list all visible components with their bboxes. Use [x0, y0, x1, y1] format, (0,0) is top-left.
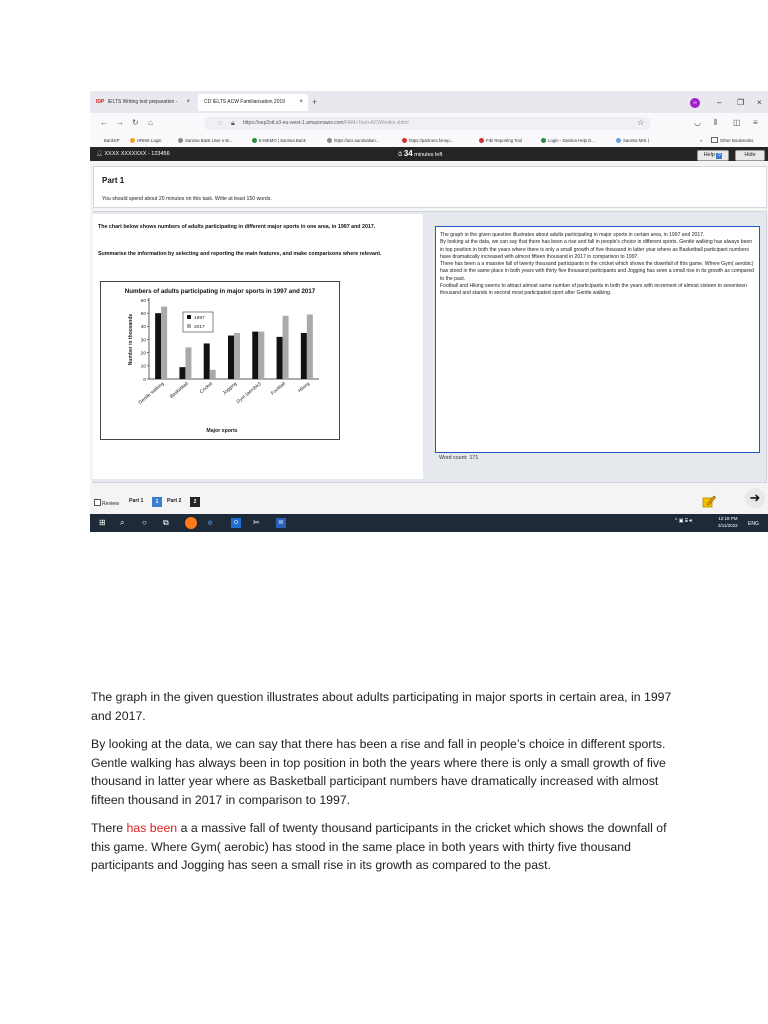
part1-nav-label[interactable]: Part 1 [129, 498, 144, 504]
x-tick-label: Basketball [169, 381, 190, 400]
close-window-button[interactable]: × [757, 98, 762, 107]
bar-1997-4 [228, 336, 234, 379]
outlook-icon[interactable]: O [231, 518, 241, 528]
chart-container [100, 281, 340, 440]
bookmark-item[interactable]: HRMS Login [130, 134, 161, 147]
bookmark-item[interactable]: https://partners.fonep... [402, 134, 453, 147]
bar-2017-4 [234, 333, 240, 379]
library-icon[interactable]: ⫴ [714, 118, 718, 127]
bookmarks-bar [90, 134, 768, 147]
y-tick-label: 30 [140, 338, 146, 344]
bookmark-item[interactable]: BankXP [104, 138, 120, 143]
help-button[interactable]: Help ? [697, 150, 729, 161]
idp-badge: IDP [96, 99, 105, 105]
clock-icon: ⏰︎ [398, 152, 404, 158]
windows-taskbar [90, 514, 768, 532]
tab-label: CD IELTS ACW Familiarisation 2019 [204, 99, 286, 105]
chart-title: Numbers of adults participating in major sports in 1997 and 2017 [124, 288, 316, 295]
y-tick-label: 60 [140, 298, 146, 304]
browser-tab-bar [90, 91, 768, 113]
x-axis-label: Major sports [206, 428, 238, 434]
bookmark-item[interactable]: E-MEMO | Sanima Bank [252, 134, 306, 147]
help-icon: ? [718, 153, 721, 159]
bar-2017-3 [210, 370, 216, 379]
shield-icon[interactable]: ◌ [218, 120, 223, 127]
answer-textarea[interactable] [435, 226, 760, 453]
part1-nav-button[interactable]: 1 [152, 497, 162, 507]
legend-label: 1997 [194, 316, 205, 321]
firefox-icon[interactable] [185, 517, 197, 529]
firefox-account-icon[interactable]: ∞ [690, 98, 700, 108]
hide-button[interactable]: Hide [735, 150, 765, 161]
bar-2017-2 [185, 347, 191, 379]
part-title: Part 1 [102, 176, 125, 185]
other-bookmarks[interactable]: Other Bookmarks [711, 134, 753, 147]
exam-header [90, 147, 768, 161]
windows-start-icon[interactable]: ⊞ [99, 518, 106, 527]
time-left: ⏰︎ 34 minutes left [398, 149, 443, 158]
screenshot [90, 91, 768, 532]
browser-nav-bar [90, 113, 768, 134]
close-icon[interactable]: × [186, 99, 190, 105]
new-tab-button[interactable]: + [312, 97, 318, 107]
bar-2017-1 [161, 307, 167, 379]
url-text: https://oep2stt.s3-eu-west-1.amazonaws.com/FAM+Test+ACW/index.xhtml [243, 120, 409, 126]
bookmark-item[interactable]: Sanima MIS | [616, 134, 649, 147]
x-tick-label: Football [270, 381, 287, 397]
pocket-icon[interactable]: ◡ [694, 118, 701, 127]
answer-text [440, 232, 755, 298]
part2-nav-button[interactable]: 2 [190, 497, 200, 507]
minimize-button[interactable]: – [717, 98, 722, 107]
y-tick-label: 40 [140, 325, 146, 331]
user-icon: 👤︎ [96, 151, 105, 157]
internet-explorer-icon[interactable]: e [208, 518, 213, 527]
answer-paragraph: By looking at the data, we can say that there has been a rise and fall in people's choice in different sports. Gentle walking has always been in top position in both the years where there is only a small growth of five thousand in latter year where as Basketball participant numbers have dramatically increased with almost fifteen thousand in 2017 in comparison to 1997. [440, 239, 753, 260]
bar-1997-3 [204, 343, 210, 379]
y-axis-label: Number in thousands [128, 313, 134, 366]
bar-1997-1 [155, 313, 161, 379]
bookmark-star-icon[interactable]: ☆ [637, 118, 645, 127]
reload-icon[interactable]: ↻ [132, 118, 139, 127]
y-tick-label: 20 [140, 351, 146, 357]
notepad-pencil-icon[interactable] [702, 494, 716, 508]
y-tick-label: 50 [140, 311, 146, 317]
answer-paragraph: Football and Hiking seems to attract almost same number of participants in both the years with increment of almost sixteen to seventeen thousand and stands in second most participated sport after Gentle walking. [440, 283, 747, 297]
sidebar-icon[interactable]: ◫ [733, 118, 741, 127]
essay-document [91, 688, 681, 885]
bar-1997-7 [301, 333, 307, 379]
snipping-tool-icon[interactable]: ✂︎ [253, 518, 260, 527]
answer-paragraph: The graph in the given question illustrates about adults participating in major sports in certain area, in 1997 and 2017. [440, 232, 705, 238]
essay-paragraph: There has been a a massive fall of twenty thousand participants in the cricket which shows the downfall of this game. Where Gym( aerobic) has stood in the same place in both years with thirty five thousand participants and Jogging has seen a small rise in its growth as compared to the past. [91, 821, 667, 872]
part2-nav-label[interactable]: Part 2 [167, 498, 182, 504]
close-icon[interactable]: × [299, 99, 303, 105]
taskbar-clock[interactable]: 12:18 PM 3/11/2022 [718, 516, 738, 528]
y-tick-label: 10 [140, 364, 146, 370]
candidate-info: 👤︎ XXXX XXXXXXX - 123456 [96, 151, 170, 157]
legend-swatch [187, 315, 191, 319]
word-icon[interactable]: W [276, 518, 286, 528]
bookmarks-overflow[interactable]: » [700, 138, 703, 143]
task-summary-instruction: Summarise the information by selecting and reporting the main features, and make comparisons where relevant. [98, 251, 382, 257]
bar-2017-6 [283, 316, 289, 379]
bar-1997-6 [277, 337, 283, 379]
bar-1997-2 [179, 367, 185, 379]
essay-paragraph: The graph in the given question illustrates about adults participating in major sports in certain area, in 1997 and 2017. [91, 690, 672, 723]
bar-2017-7 [307, 314, 313, 379]
forward-arrow-icon[interactable]: → [116, 118, 124, 127]
y-tick-label: 0 [143, 377, 146, 383]
taskbar-language[interactable]: ENG [748, 521, 759, 527]
x-tick-label: Gentle walking [138, 381, 166, 406]
lock-icon[interactable]: 🔒︎ [231, 120, 235, 127]
part-instruction: You should spend about 20 minutes on this task. Write at least 150 words. [102, 196, 272, 202]
bookmark-item[interactable]: Sanima Bank User e-B... [178, 134, 232, 147]
tab-ielts-writing[interactable] [90, 94, 195, 111]
cortana-icon[interactable]: ○ [142, 518, 147, 527]
task-prompt: The chart below shows numbers of adults participating in different major sports in one area, in 1997 and 2017. [98, 224, 376, 230]
tab-cd-ielts[interactable] [198, 94, 308, 111]
task-view-icon[interactable]: ⧉ [163, 518, 169, 527]
search-icon[interactable]: ⌕ [120, 518, 125, 527]
legend-swatch [187, 324, 191, 328]
bar-2017-5 [258, 332, 264, 379]
essay-paragraph: By looking at the data, we can say that there has been a rise and fall in people’s choice in different sports. Gentle walking has always been in top position in both the years where there is only a small growth of five thousand in latter year where as Basketball participant numbers have dramatically increased with almost fifteen thousand in 2017 in comparison to 1997. [91, 737, 666, 807]
x-tick-label: Hiking [297, 381, 312, 395]
back-arrow-icon[interactable]: ← [100, 118, 108, 127]
x-tick-label: Cricket [199, 381, 214, 396]
essay-highlight: has been [126, 821, 178, 835]
bar-chart [101, 282, 339, 439]
word-count: Word count: 171 [439, 455, 479, 461]
system-tray[interactable]: ^ ▣ ⌸ 🔊︎ [675, 518, 693, 524]
answer-paragraph: There has been a a massive fall of twenty thousand participants in the cricket which shows the downfall of this game. Where Gym( aerobic) has stood in the same place in both years with thirty five thousand participants and Jogging has seen a small rise in its growth as compared to the past. [440, 261, 755, 282]
part-header [93, 166, 767, 208]
tab-label: IELTS Writing test preparation - [107, 99, 178, 105]
restore-button[interactable]: ❐ [737, 98, 745, 107]
next-arrow-button[interactable]: ➜ [745, 488, 765, 508]
bookmark-item[interactable]: Login - Sanima Help D... [541, 134, 595, 147]
bookmark-item[interactable]: FIbi Reporting Tool [479, 134, 522, 147]
legend-label: 2017 [194, 325, 205, 330]
home-icon[interactable]: ⌂ [148, 118, 153, 127]
x-tick-label: Gym (aerobic) [236, 381, 263, 406]
review-checkbox[interactable]: Review [94, 499, 119, 507]
bar-1997-5 [252, 332, 258, 379]
bookmark-item[interactable]: https://acs.sanimaban... [327, 134, 379, 147]
menu-icon[interactable]: ≡ [753, 118, 758, 127]
x-tick-label: Jogging [222, 381, 239, 397]
